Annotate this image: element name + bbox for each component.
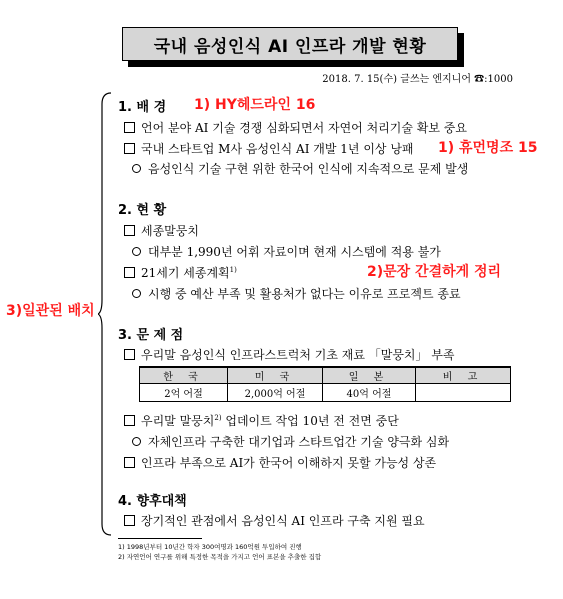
document-title: 국내 음성인식 AI 인프라 개발 현황 <box>122 27 458 61</box>
footnote-ref: 2) <box>214 414 222 422</box>
square-bullet-icon <box>124 267 135 278</box>
footnote-2: 2) 자연언어 연구를 위해 특정한 목적을 가지고 언어 표본을 추출한 집합 <box>118 553 322 561</box>
circle-bullet-icon <box>132 164 141 173</box>
square-bullet-icon <box>124 457 135 468</box>
table-cell <box>416 384 511 402</box>
table-cell: 2억 어절 <box>140 384 228 402</box>
footnote-1: 1) 1998년부터 10년간 학자 300여명과 160억원 투입하여 진행 <box>118 543 302 551</box>
circle-bullet-icon <box>132 247 141 256</box>
table-row <box>140 384 511 402</box>
problems-item-2: 우리말 말뭉치$^{2)}$ 업데이트 작업 10년 전 전면 중단 <box>124 412 399 429</box>
background-item-2: 국내 스타트업 M사 음성인식 AI 개발 1년 이상 낭패 <box>124 140 414 157</box>
problems-item-1: 우리말 음성인식 인프라스트럭처 기초 재료 「말뭉치」 부족 <box>124 346 455 363</box>
background-item-1: 언어 분야 AI 기술 경쟁 심화되면서 자연어 처리기술 확보 중요 <box>124 119 467 136</box>
square-bullet-icon <box>124 515 135 526</box>
square-bullet-icon <box>124 122 135 133</box>
left-brace <box>98 92 112 536</box>
table-header-cell: 미 국 <box>228 367 323 384</box>
footnote-ref: 1) <box>229 266 237 274</box>
annotation-body-font: 1) 휴먼명조 15 <box>438 140 538 156</box>
table-header-cell: 일 본 <box>323 367 416 384</box>
table-header-cell: 한 국 <box>140 367 228 384</box>
background-sub-item: 음성인식 기술 구현 위한 한국어 인식에 지속적으로 문제 발생 <box>132 160 468 177</box>
section-background-heading: 1. 배 경 <box>118 100 167 115</box>
annotation-layout: 3)일관된 배치 <box>6 303 95 319</box>
problems-item-3: 인프라 부족으로 AI가 한국어 이해하지 못할 가능성 상존 <box>124 454 436 471</box>
square-bullet-icon <box>124 225 135 236</box>
annotation-concise: 2)문장 간결하게 정리 <box>367 264 502 280</box>
table-cell: 2,000억 어절 <box>228 384 323 402</box>
square-bullet-icon <box>124 143 135 154</box>
section-status-heading: 2. 현 황 <box>118 203 167 218</box>
status-item-1: 세종말뭉치 <box>124 222 199 239</box>
table-header-row <box>140 367 511 384</box>
problems-sub-item: 자체인프라 구축한 대기업과 스타트업간 기술 양극화 심화 <box>132 433 449 450</box>
footnote-divider <box>118 538 202 539</box>
section-future-heading: 4. 향후대책 <box>118 494 187 509</box>
dateline: 2018. 7. 15(수) 글쓰는 엔지니어 ☎:1000 <box>322 74 513 85</box>
status-sub-item-1: 대부분 1,990년 어휘 자료이며 현재 시스템에 적용 불가 <box>132 243 441 260</box>
circle-bullet-icon <box>132 437 141 446</box>
status-item-2: 21세기 세종계획$^{1)}$ <box>124 264 237 281</box>
status-sub-item-2: 시행 중 예산 부족 및 활용처가 없다는 이유로 프로젝트 종료 <box>132 285 461 302</box>
circle-bullet-icon <box>132 289 141 298</box>
section-problems-heading: 3. 문 제 점 <box>118 328 184 343</box>
square-bullet-icon <box>124 415 135 426</box>
comparison-table <box>139 366 511 402</box>
square-bullet-icon <box>124 349 135 360</box>
table-cell: 40억 어절 <box>323 384 416 402</box>
annotation-headline: 1) HY헤드라인 16 <box>194 97 316 113</box>
future-item-1: 장기적인 관점에서 음성인식 AI 인프라 구축 지원 필요 <box>124 512 425 529</box>
table-header-cell: 비 고 <box>416 367 511 384</box>
